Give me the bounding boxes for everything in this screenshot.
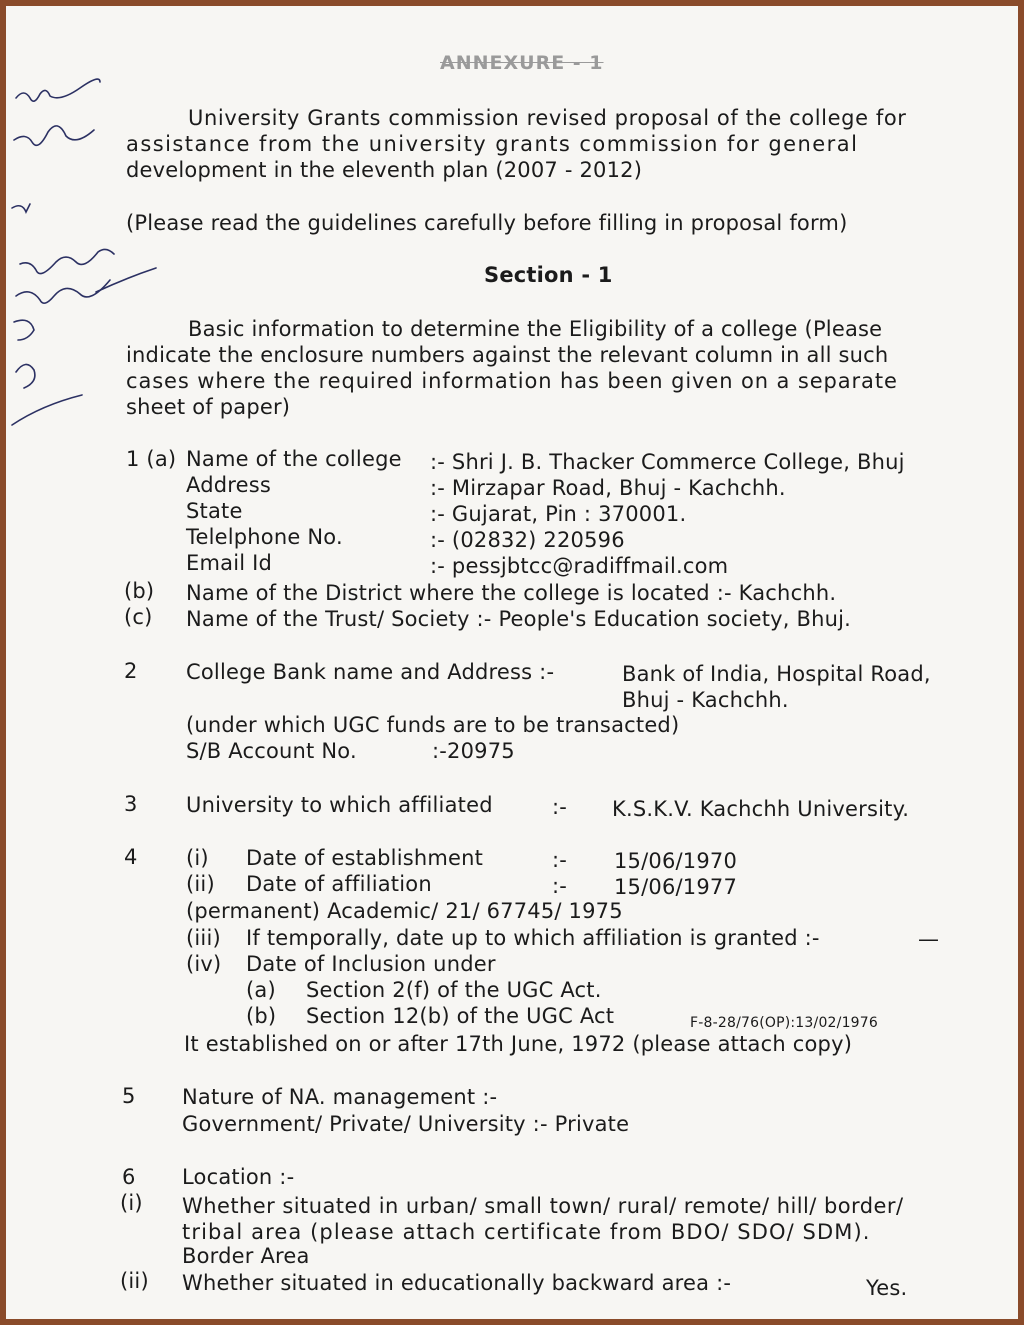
district-text: Name of the District where the college is located :- Kachchh. <box>186 581 837 605</box>
title-line-1: University Grants commission revised proposal of the college for <box>188 106 907 130</box>
item-3-number: 3 <box>124 792 138 816</box>
item-6-number: 6 <box>122 1165 136 1189</box>
section-2f-text: Section 2(f) of the UGC Act. <box>306 978 602 1002</box>
permanent-affiliation: (permanent) Academic/ 21/ 67745/ 1975 <box>186 899 623 923</box>
inclusion-text: Date of Inclusion under <box>246 952 496 976</box>
section-12b-reference: F-8-28/76(OP):13/02/1976 <box>690 1015 879 1031</box>
basic-info-line-2: indicate the enclosure numbers against the relevant column in all such <box>126 343 889 367</box>
management-value: Government/ Private/ University :- Private <box>182 1112 630 1136</box>
bank-value-line-2: Bhuj - Kachchh. <box>622 688 789 712</box>
account-label: S/B Account No. <box>186 739 357 763</box>
basic-info-line-3: cases where the required information has been given on a separate <box>126 369 898 393</box>
item-4b-number: (b) <box>246 1004 277 1028</box>
item-2-number: 2 <box>124 659 138 683</box>
bank-value-line-1: Bank of India, Hospital Road, <box>622 662 931 686</box>
university-value: K.S.K.V. Kachchh University. <box>612 797 910 821</box>
title-line-2: assistance from the university grants commission for general <box>126 132 859 156</box>
affiliation-sep: :- <box>552 874 568 898</box>
annexure-heading: ANNEXURE - 1 <box>440 52 604 74</box>
guidelines-note: (Please read the guidelines carefully before filling in proposal form) <box>126 211 848 235</box>
university-label: University to which affiliated <box>186 793 493 817</box>
establishment-label: Date of establishment <box>246 846 484 870</box>
item-6ii-number: (ii) <box>120 1269 149 1293</box>
email-value: :- pessjbtcc@radiffmail.com <box>430 554 729 578</box>
address-value: :- Mirzapar Road, Bhuj - Kachchh. <box>430 476 786 500</box>
management-label: Nature of NA. management :- <box>182 1085 498 1109</box>
trust-text: Name of the Trust/ Society :- People's Education society, Bhuj. <box>186 607 852 631</box>
college-name-label: Name of the college <box>186 447 402 471</box>
title-line-3: development in the eleventh plan (2007 - 2012) <box>126 158 643 182</box>
item-4iv-number: (iv) <box>186 952 222 976</box>
establishment-value: 15/06/1970 <box>614 849 738 873</box>
item-5-number: 5 <box>122 1084 136 1108</box>
telephone-label: Telelphone No. <box>186 525 343 549</box>
bank-note: (under which UGC funds are to be transacted) <box>186 713 680 737</box>
item-4iii-number: (iii) <box>186 926 221 950</box>
area-type-value: Border Area <box>182 1244 310 1268</box>
item-1b-number: (b) <box>124 579 155 603</box>
item-1-number: 1 (a) <box>126 447 177 471</box>
item-4-number: 4 <box>124 845 138 869</box>
temporary-affiliation-value: — <box>918 927 940 951</box>
affiliation-label: Date of affiliation <box>246 872 432 896</box>
section-12b-text: Section 12(b) of the UGC Act <box>306 1004 615 1028</box>
item-4ii-number: (ii) <box>186 872 215 896</box>
item-6i-number: (i) <box>120 1191 143 1215</box>
basic-info-line-1: Basic information to determine the Eligibility of a college (Please <box>188 317 883 341</box>
bank-label: College Bank name and Address :- <box>186 660 555 684</box>
established-note: It established on or after 17th June, 1972 (please attach copy) <box>184 1032 853 1056</box>
email-label: Email Id <box>186 551 273 575</box>
item-4i-number: (i) <box>186 846 209 870</box>
backward-area-text: Whether situated in educationally backward area :- <box>182 1271 732 1295</box>
item-1c-number: (c) <box>124 605 153 629</box>
address-label: Address <box>186 473 272 497</box>
affiliation-value: 15/06/1977 <box>614 875 738 899</box>
basic-info-line-4: sheet of paper) <box>126 395 291 419</box>
location-label: Location :- <box>182 1165 295 1189</box>
section-heading: Section - 1 <box>484 263 613 287</box>
backward-area-value: Yes. <box>866 1276 908 1300</box>
state-label: State <box>186 499 243 523</box>
establishment-sep: :- <box>552 848 568 872</box>
college-name-value: :- Shri J. B. Thacker Commerce College, Bhuj <box>430 450 905 474</box>
telephone-value: :- (02832) 220596 <box>430 528 625 552</box>
temporary-affiliation-text: If temporally, date up to which affiliation is granted :- <box>246 926 820 950</box>
university-sep: :- <box>552 795 568 819</box>
item-4a-number: (a) <box>246 978 276 1002</box>
area-type-line-1: Whether situated in urban/ small town/ rural/ remote/ hill/ border/ <box>182 1194 904 1218</box>
state-value: :- Gujarat, Pin : 370001. <box>430 502 687 526</box>
area-type-line-2: tribal area (please attach certificate from BDO/ SDO/ SDM). <box>182 1220 871 1244</box>
account-value: :-20975 <box>432 739 515 763</box>
